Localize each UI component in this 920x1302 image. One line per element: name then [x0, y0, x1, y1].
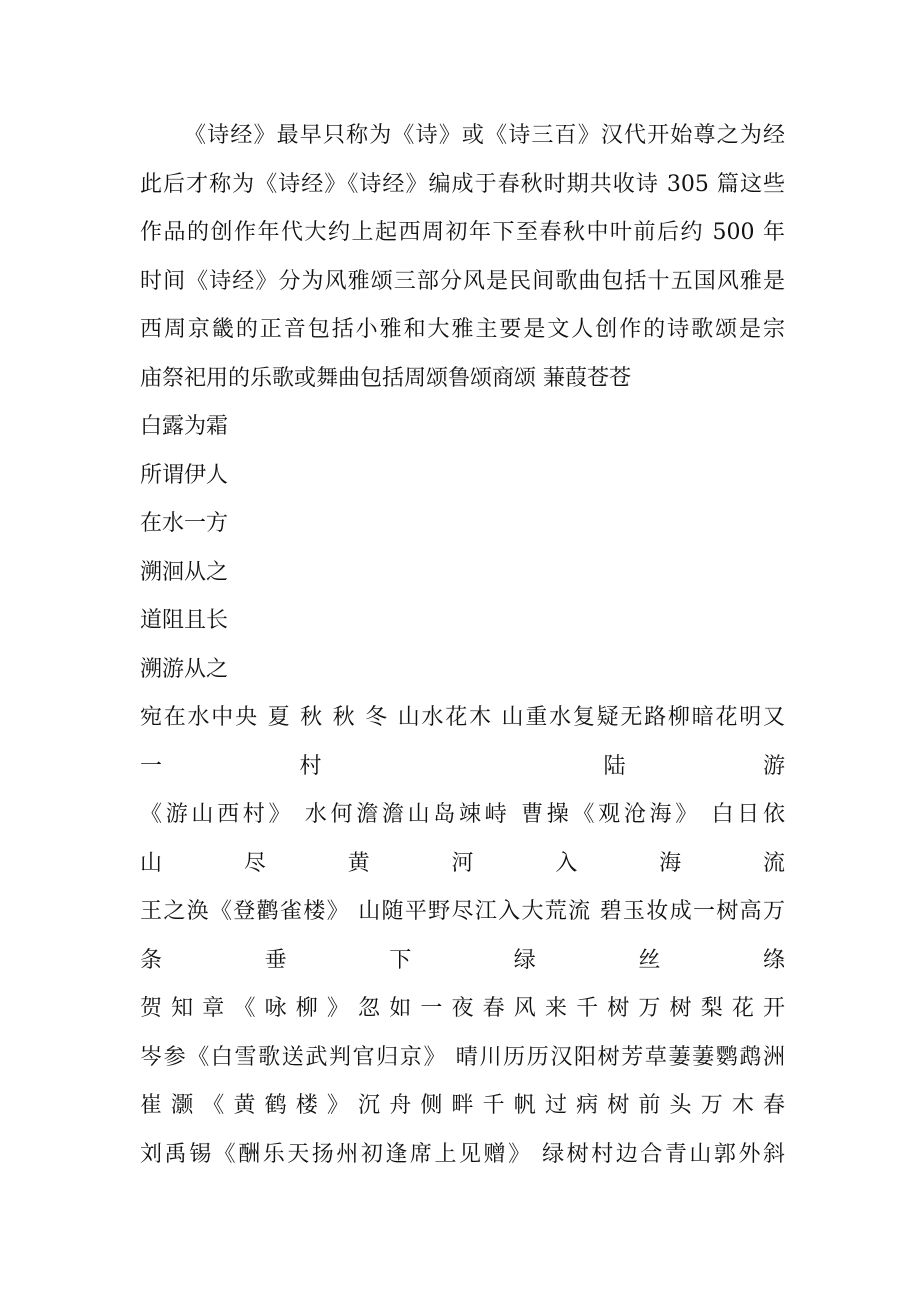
poem-line: 溯洄从之 [140, 559, 229, 585]
paragraph-line: 庙祭祀用的乐歌或舞曲包括周颂鲁颂商颂 蒹葭苍苍 [140, 365, 631, 391]
verse-line: 岑参《白雪歌送武判官归京》 晴川历历汉阳树芳草萋萋鹦鹉洲 [140, 1044, 785, 1070]
poem-line: 白露为霜 [140, 414, 229, 439]
paragraph-line: 作品的创作年代大约上起西周初年下至春秋中叶前后约 500 年 [140, 220, 785, 245]
verse-line: 一村 陆游 [140, 753, 785, 779]
verse-line: 山 尽 黄 河 入 海 流 [140, 850, 785, 876]
verse-line: 刘禹锡《酬乐天扬州初逢席上见赠》 绿树村边合青山郭外斜 [140, 1141, 785, 1167]
verse-line: 宛在水中央 夏 秋 秋 冬 山水花木 山重水复疑无路柳暗花明又 [140, 705, 785, 730]
paragraph-line: 《诗经》最早只称为《诗》或《诗三百》汉代开始尊之为经 [184, 123, 785, 148]
poem-line: 溯游从之 [140, 656, 229, 682]
verse-line: 贺 知 章 《 咏 柳 》 忽 如 一 夜 春 风 来 千 树 万 树 梨 花 开 [140, 996, 785, 1021]
paragraph-line: 时间《诗经》分为风雅颂三部分风是民间歌曲包括十五国风雅是 [140, 268, 785, 294]
poem-line: 在水一方 [140, 511, 229, 536]
verse-line: 《游山西村》 水何澹澹山岛竦峙 曹操《观沧海》 白日依 [140, 802, 785, 827]
poem-line: 所谓伊人 [140, 462, 229, 488]
document-body [140, 112, 785, 1179]
poem-line: 道阻且长 [140, 608, 229, 633]
verse-line: 条 垂 下 绿 丝 绦 [140, 947, 785, 973]
paragraph-line: 西周京畿的正音包括小雅和大雅主要是文人创作的诗歌颂是宗 [140, 317, 785, 342]
paragraph-line: 此后才称为《诗经》《诗经》编成于春秋时期共收诗 305 篇这些 [140, 171, 785, 197]
verse-line: 王之涣《登鹳雀楼》 山随平野尽江入大荒流 碧玉妆成一树高万 [140, 899, 785, 924]
verse-line: 崔 灏 《 黄 鹤 楼 》 沉 舟 侧 畔 千 帆 过 病 树 前 头 万 木 春 [140, 1093, 785, 1118]
